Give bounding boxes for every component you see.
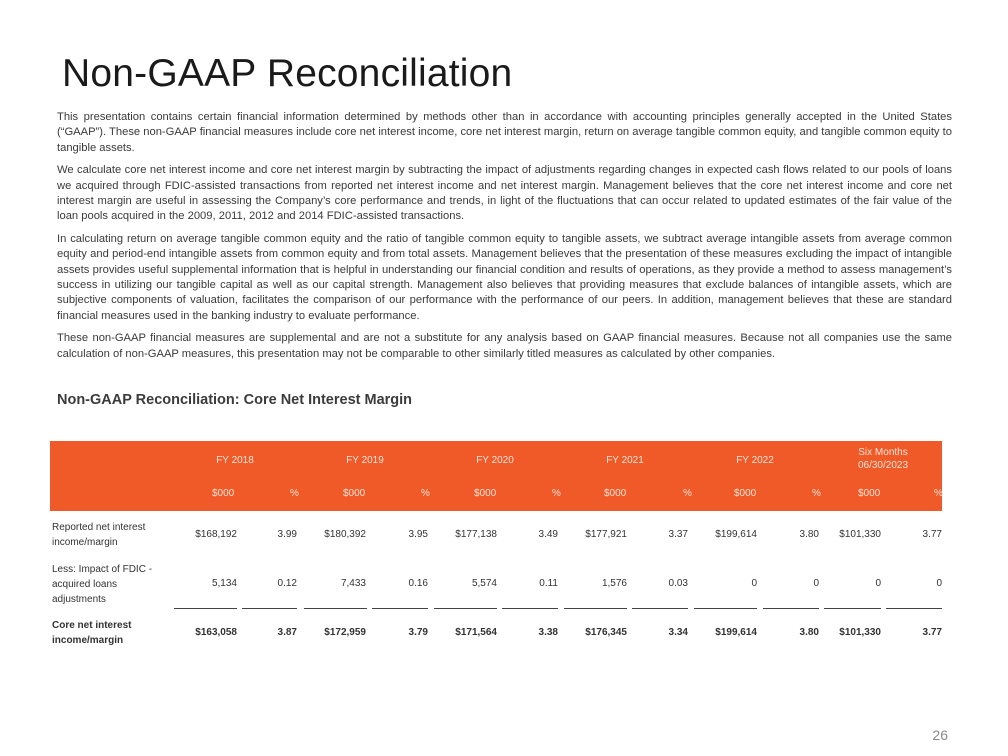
cell: 3.34 — [668, 627, 688, 638]
period-header: FY 2022 — [736, 455, 774, 466]
col-amount-header: $000 — [343, 488, 366, 499]
cell: 7,433 — [340, 578, 366, 589]
cell: 3.80 — [799, 627, 819, 638]
cell: 0.11 — [539, 578, 558, 589]
cell: 0.12 — [277, 578, 297, 589]
col-amount-header: $000 — [734, 488, 757, 499]
cell: 5,134 — [211, 578, 237, 589]
cell: 3.77 — [922, 627, 942, 638]
underline — [174, 608, 237, 609]
cell: 3.77 — [922, 529, 942, 540]
cell: $199,614 — [715, 627, 757, 638]
page-number: 26 — [932, 727, 948, 743]
col-amount-header: $000 — [858, 488, 881, 499]
cell: 3.79 — [408, 627, 428, 638]
cell: 3.99 — [277, 529, 297, 540]
cell: $101,330 — [839, 627, 881, 638]
paragraph: These non-GAAP financial measures are supplemental and are not a substitute for any analysis based on GAAP financial measures. Because not all companies use the same calculation of non-GAAP measures, this presentation may not be comparable to other similarly titled measures as calculated by other companies. — [57, 332, 952, 360]
section-subtitle: Non-GAAP Reconciliation: Core Net Interest Margin — [57, 392, 413, 408]
cell: $180,392 — [324, 529, 366, 540]
cell: 0 — [751, 578, 757, 589]
paragraph: This presentation contains certain financial information determined by methods other than in accordance with accounting principles generally accepted in the United States (“GAAP”). These non-GAAP financial measures include core net interest income, core net interest margin, return on average tangible common equity, and tangible common equity to tangible assets. — [57, 111, 952, 154]
cell: 0.03 — [668, 578, 688, 589]
row-label: Core net interest income/margin — [52, 620, 132, 646]
period-header: FY 2019 — [346, 455, 384, 466]
cell: 5,574 — [471, 578, 497, 589]
row-label: Less: Impact of FDIC - acquired loans adjustments — [52, 564, 153, 605]
cell: 3.80 — [799, 529, 819, 540]
cell: $177,921 — [585, 529, 627, 540]
period-header: FY 2021 — [606, 455, 644, 466]
cell: $101,330 — [839, 529, 881, 540]
cell: 1,576 — [601, 578, 627, 589]
underline — [372, 608, 428, 609]
cell: 3.95 — [408, 529, 428, 540]
col-amount-header: $000 — [474, 488, 497, 499]
underline — [304, 608, 367, 609]
col-amount-header: $000 — [604, 488, 627, 499]
underline — [763, 608, 819, 609]
period-header: FY 2020 — [476, 455, 514, 466]
cell: 0.16 — [408, 578, 428, 589]
intro-text — [57, 110, 952, 369]
cell: $176,345 — [585, 627, 627, 638]
underline — [694, 608, 757, 609]
table-header — [50, 441, 942, 511]
col-amount-header: $000 — [212, 488, 235, 499]
col-pct-header: % — [421, 488, 430, 499]
col-pct-header: % — [934, 488, 943, 499]
underline — [824, 608, 881, 609]
underline — [886, 608, 942, 609]
cell: $168,192 — [195, 529, 237, 540]
col-pct-header: % — [683, 488, 692, 499]
period-header: FY 2018 — [216, 455, 254, 466]
cell: 0 — [875, 578, 881, 589]
row-label: Reported net interest income/margin — [52, 522, 146, 548]
underline — [564, 608, 627, 609]
cell: $163,058 — [195, 627, 237, 638]
underline — [242, 608, 297, 609]
cell: 0 — [936, 578, 942, 589]
underline — [502, 608, 558, 609]
col-pct-header: % — [552, 488, 561, 499]
page-title: Non-GAAP Reconciliation — [62, 52, 513, 95]
period-header: Six Months 06/30/2023 — [857, 447, 909, 471]
cell: 3.49 — [538, 529, 558, 540]
col-pct-header: % — [812, 488, 821, 499]
paragraph: We calculate core net interest income and core net interest margin by subtracting the impact of adjustments regarding changes in expected cash flows related to our pools of loans we acquired through FDIC-assisted transactions from reported net interest income and net interest margin. Management believes that the core net interest income and core net interest margin are useful in assessing the Company’s core performance and trends, in light of the fluctuations that can occur related to updated estimates of the fair value of the loan pools acquired in the 2009, 2011, 2012 and 2014 FDIC-assisted transactions. — [57, 164, 952, 223]
cell: $172,959 — [324, 627, 366, 638]
underline — [632, 608, 688, 609]
cell: 0 — [813, 578, 819, 589]
cell: $177,138 — [455, 529, 497, 540]
cell: 3.38 — [538, 627, 558, 638]
cell: $171,564 — [455, 627, 497, 638]
cell: $199,614 — [715, 529, 757, 540]
cell: 3.37 — [668, 529, 688, 540]
col-pct-header: % — [290, 488, 299, 499]
paragraph: In calculating return on average tangible common equity and the ratio of tangible common equity to tangible assets, we subtract average intangible assets from average common equity and period-end intangible assets from common equity and from total assets. Management believes that the presentation of these measures excluding the impact of intangible assets provides useful supplemental information that is helpful in understanding our financial condition and results of operations, as they provide a method to assess management’s success in utilizing our tangible capital as well as our capital strength. Management also believes that providing measures that exclude balances of intangible assets, which are subjective components of valuation, facilitates the comparison of our performance with the performance of our peers. In addition, management believes that these are standard financial measures used in the banking industry to evaluate performance. — [57, 232, 952, 322]
cell: 3.87 — [277, 627, 297, 638]
underline — [434, 608, 497, 609]
